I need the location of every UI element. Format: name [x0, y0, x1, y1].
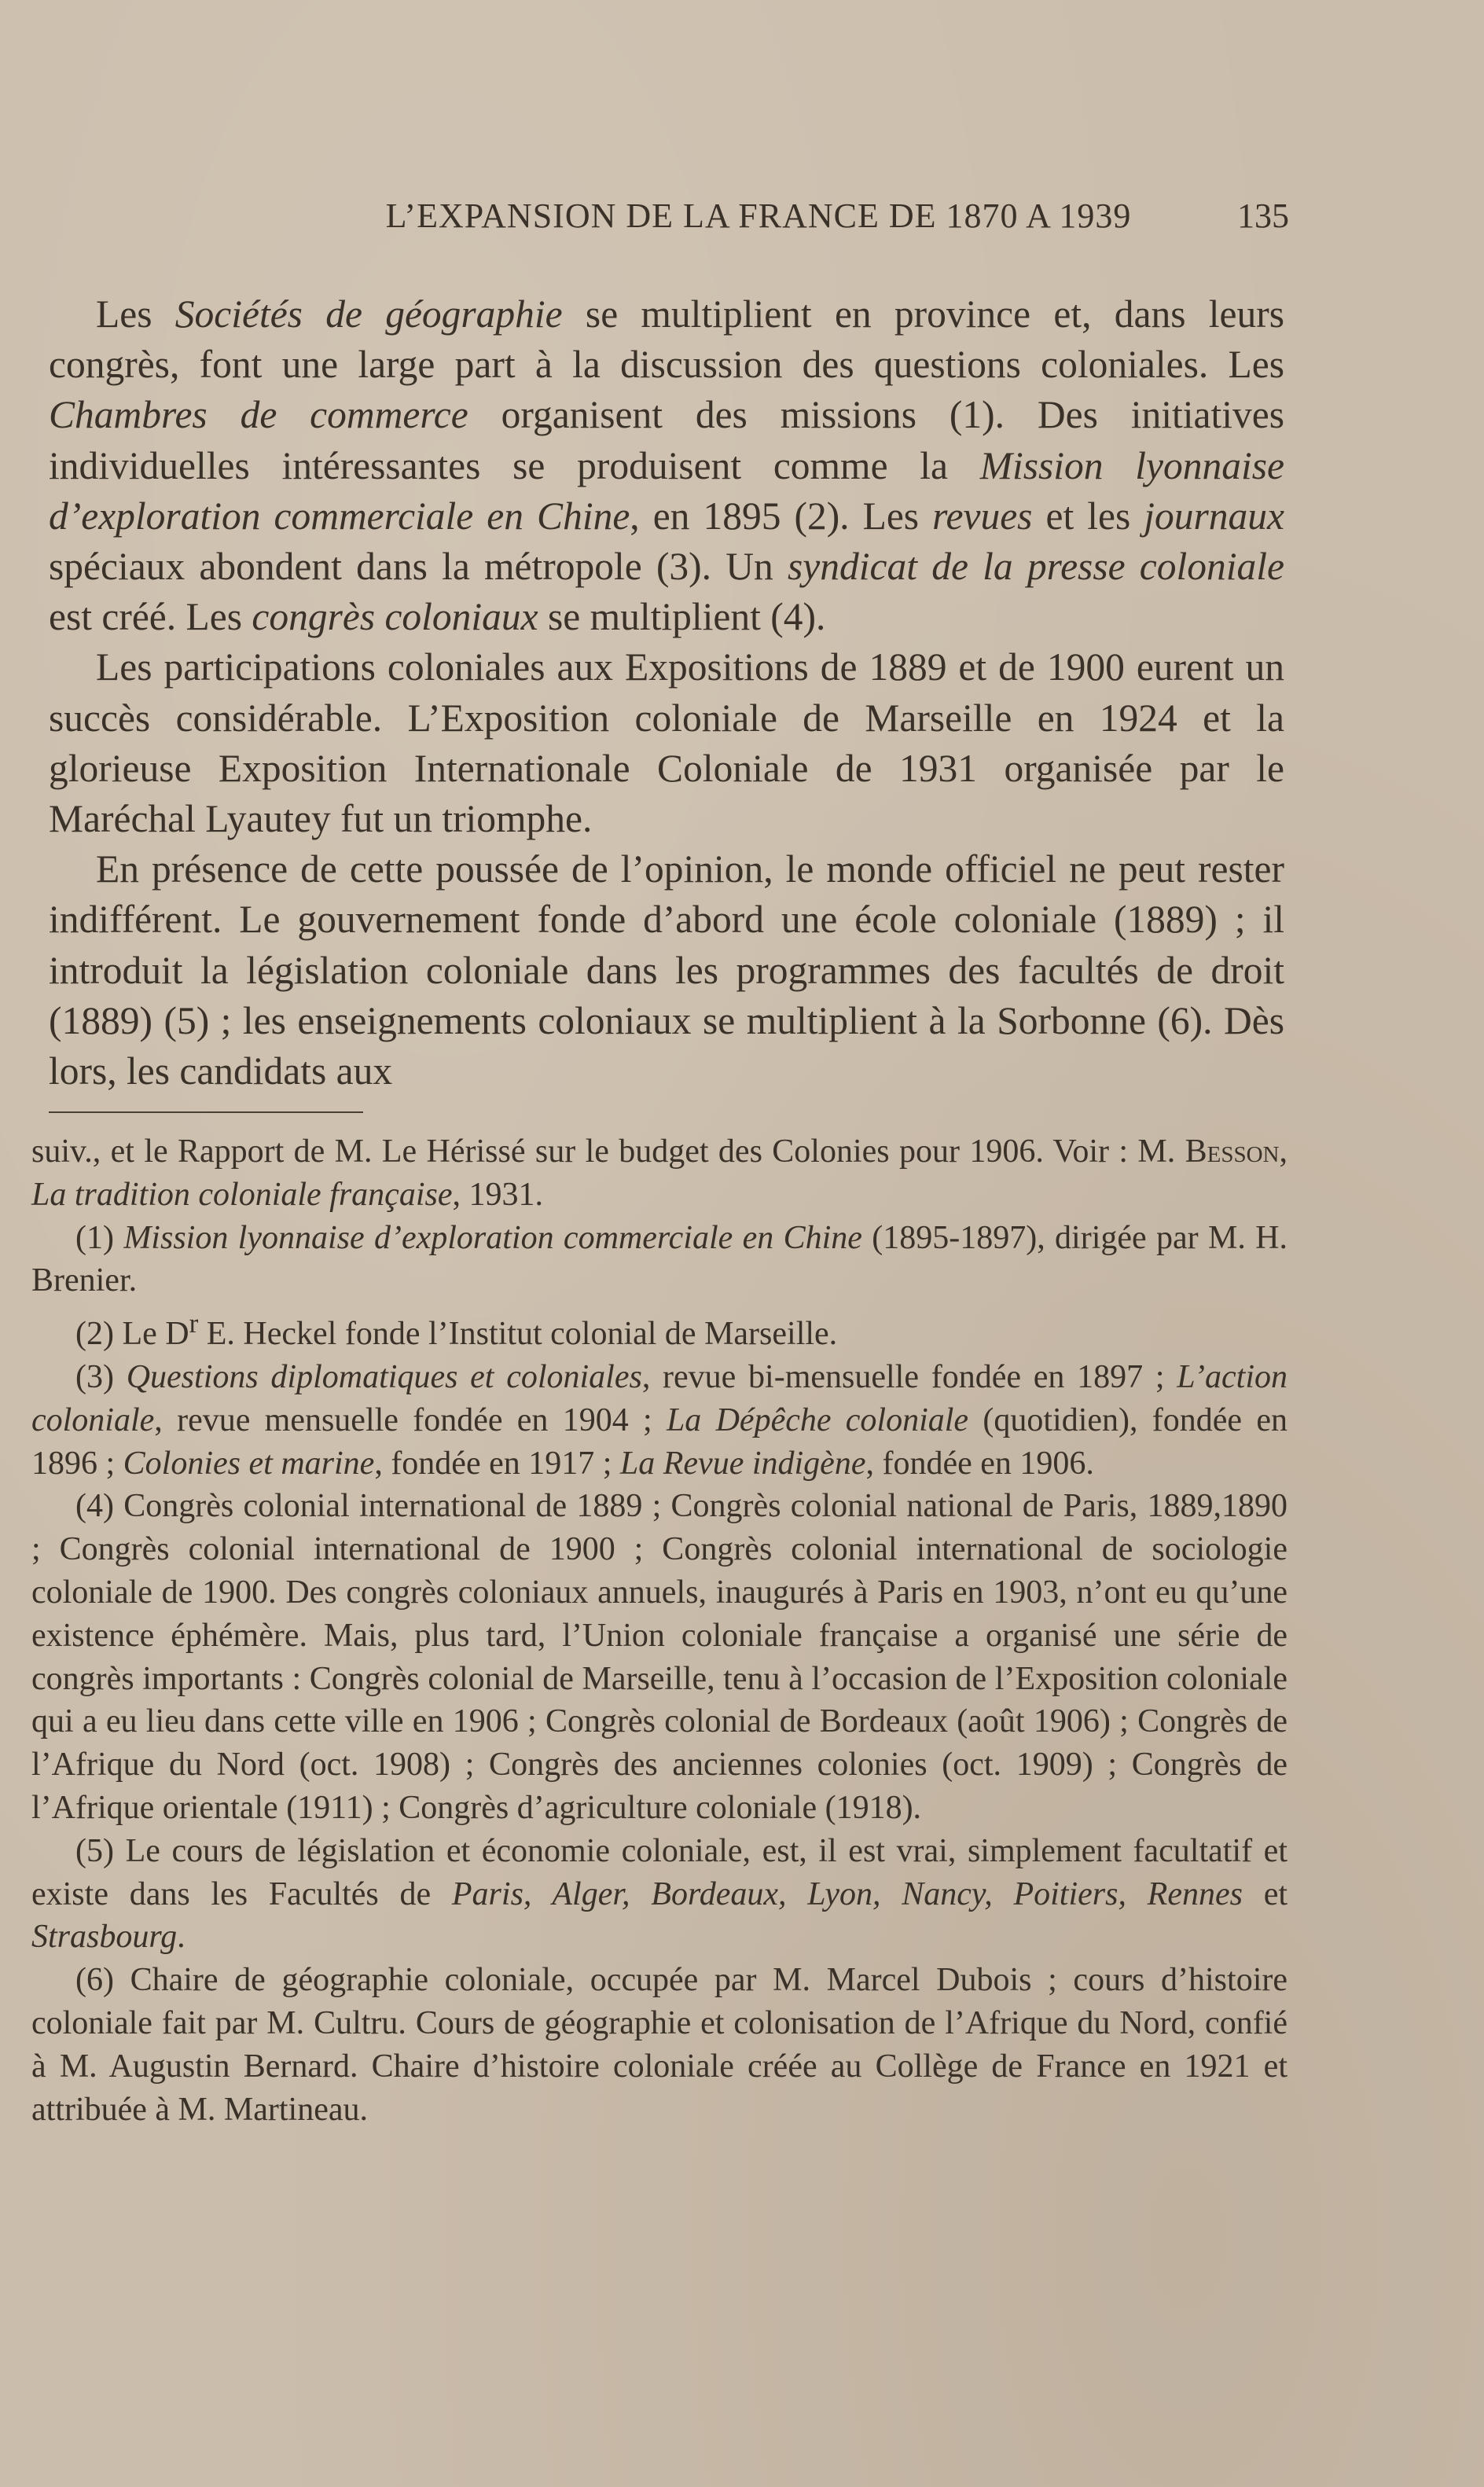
footnote-divider [49, 1111, 363, 1113]
text-run: (quotidien), fondée en 1896 ; [31, 1401, 1287, 1482]
italic-run: Paris, Alger, Bordeaux, Lyon, Nancy, Poitiers, Rennes [451, 1875, 1243, 1912]
text-run: . [177, 1919, 186, 1956]
italic-run: Chambres de commerce [49, 393, 468, 437]
text-run: (5) Le cours de législation et économie coloniale, est, il est vrai, simplement facultatif et existe dans les Facultés de [31, 1832, 1287, 1912]
footnote-continuation [31, 1130, 1287, 1217]
text-run: (3) [75, 1358, 127, 1395]
italic-run: La Dépêche coloniale [666, 1401, 969, 1438]
text-run: et les [1032, 494, 1144, 538]
footnote-6: (6) Chaire de géographie coloniale, occupée par M. Marcel Dubois ; cours d’histoire coloniale fait par M. Cultru. Cours de géographie et colonisation de l’Afrique du Nord, confié à M. Augustin Bernard. Chaire d’histoire coloniale créée au Collège de France en 1921 et attribuée à M. Martineau. [31, 1962, 1287, 2128]
text-run: , [1279, 1133, 1287, 1170]
footnote-5 [31, 1830, 1287, 1959]
text-run: , en 1895 (2). Les [630, 494, 933, 538]
footnote-4: (4) Congrès colonial international de 1889 ; Congrès colonial national de Paris, 1889,1890 ; Congrès colonial international de 1900 ; Congrès colonial international de sociologie coloniale de 1900. Des congrès coloniaux annuels, inaugurés à Paris en 1903, n’ont eu qu’une existence éphémère. Mais, plus tard, l’Union coloniale française a organisé une série de congrès importants : Congrès colonial de Marseille, tenu à l’occasion de l’Exposition coloniale qui a eu lieu dans cette ville en 1906 ; Congrès colonial de Bordeaux (août 1906) ; Congrès de l’Afrique du Nord (oct. 1908) ; Congrès des anciennes colonies (oct. 1909) ; Congrès de l’Afrique orientale (1911) ; Congrès d’agriculture coloniale (1918). [31, 1488, 1287, 1826]
text-run: (1895-1897), dirigée par M. H. Brenier. [31, 1219, 1287, 1299]
italic-run: Sociétés de géographie [174, 292, 563, 336]
footnote-2 [31, 1302, 1287, 1356]
text-run: est créé. Les [49, 595, 252, 639]
page-number: 135 [1237, 197, 1289, 235]
text-run: , fondée en 1917 ; [374, 1445, 620, 1482]
text-run: E. Heckel fonde l’Institut colonial de Marseille. [198, 1316, 838, 1353]
text-run: , revue bi-mensuelle fondée en 1897 ; [641, 1358, 1177, 1395]
italic-run: congrès coloniaux [252, 595, 538, 639]
footnotes [31, 1130, 1287, 2131]
text-run: se multiplient en province et, dans leurs congrès, font une large part à la discussion des questions coloniales. Les [49, 292, 1284, 387]
main-text [49, 289, 1284, 1097]
footnote-1 [31, 1217, 1287, 1303]
superscript: r [189, 1308, 199, 1339]
italic-run: Mission lyonnaise d’exploration commerciale en Chine [49, 443, 1284, 538]
italic-run: Mission lyonnaise d’exploration commerciale en Chine [123, 1219, 862, 1256]
paragraph-2: Les participations coloniales aux Expositions de 1889 et de 1900 eurent un succès considérable. L’Exposition coloniale de Marseille en 1924 et la glorieuse Exposition Internationale Coloniale de 1931 organisée par le Maréchal Lyautey fut un triomphe. [49, 645, 1284, 841]
text-run: , revue mensuelle fondée en 1904 ; [154, 1401, 667, 1438]
italic-run: Strasbourg [31, 1919, 178, 1956]
italic-run: L’action coloniale [31, 1358, 1287, 1438]
italic-run: revues [932, 494, 1033, 538]
author-name: Besson [1185, 1133, 1280, 1170]
text-run: (1) [75, 1219, 124, 1256]
paragraph-3: En présence de cette poussée de l’opinion, le monde officiel ne peut rester indifférent. Le gouvernement fonde d’abord une école coloniale (1889) ; il introduit la législation coloniale dans les programmes des facultés de droit (1889) (5) ; les enseignements coloniaux se multiplient à la Sorbonne (6). Dès lors, les candidats aux [49, 847, 1284, 1093]
running-title: L’EXPANSION DE LA FRANCE DE 1870 A 1939 [385, 197, 1132, 235]
text-run: se multiplient (4). [538, 595, 826, 639]
italic-run: syndicat de la presse coloniale [788, 545, 1284, 589]
italic-run: Colonies et marine [123, 1445, 375, 1482]
italic-run: Questions diplomatiques et coloniales [126, 1358, 642, 1395]
text-run: (2) Le D [75, 1316, 189, 1353]
text-run: Les [96, 292, 175, 336]
text-run: , 1931. [452, 1176, 543, 1213]
paragraph-1 [49, 289, 1284, 642]
italic-run: journaux [1144, 494, 1284, 538]
italic-run: La Revue indigène [619, 1445, 866, 1482]
text-run: , fondée en 1906. [865, 1445, 1094, 1482]
footnote-3 [31, 1356, 1287, 1485]
text-run: et [1242, 1875, 1288, 1912]
text-run: spéciaux abondent dans la métropole (3). Un [49, 545, 788, 589]
italic-run: La tradition coloniale française [31, 1176, 453, 1213]
text-run: organisent des missions (1). Des initiatives individuelles intéressantes se produisent comme la [49, 393, 1284, 487]
text-run: suiv., et le Rapport de M. Le Hérissé sur le budget des Colonies pour 1906. Voir : M. [31, 1133, 1185, 1170]
